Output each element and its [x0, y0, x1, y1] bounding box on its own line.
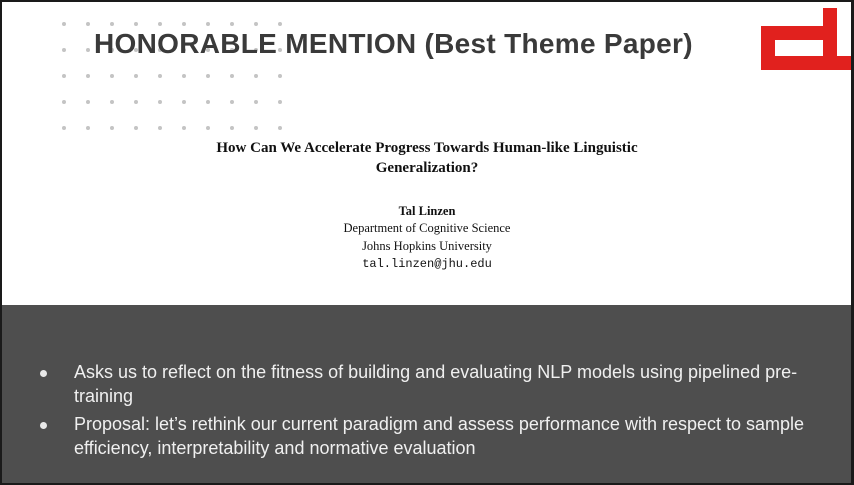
bullet-dot-icon	[40, 370, 47, 377]
bullet-item	[38, 360, 838, 408]
bullet-item	[38, 412, 838, 460]
grid-dot	[62, 22, 66, 26]
grid-dot	[62, 100, 66, 104]
grid-dot	[206, 126, 210, 130]
grid-dot	[158, 22, 162, 26]
bullet-panel	[2, 305, 851, 483]
grid-dot	[254, 126, 258, 130]
grid-dot	[182, 22, 186, 26]
grid-dot	[182, 74, 186, 78]
grid-dot	[110, 74, 114, 78]
paper-department: Department of Cognitive Science	[343, 221, 511, 235]
grid-dot	[134, 126, 138, 130]
paper-header	[152, 138, 702, 273]
grid-dot	[110, 100, 114, 104]
grid-dot	[86, 126, 90, 130]
grid-dot	[182, 100, 186, 104]
grid-dot	[206, 74, 210, 78]
grid-dot	[86, 100, 90, 104]
grid-dot	[86, 74, 90, 78]
grid-dot	[278, 100, 282, 104]
grid-dot	[254, 74, 258, 78]
bullet-dot-icon	[40, 422, 47, 429]
bullet-text: Asks us to reflect on the fitness of building and evaluating NLP models using pipelined pre-training	[74, 362, 798, 406]
grid-dot	[110, 126, 114, 130]
paper-author: Tal Linzen	[398, 204, 456, 218]
paper-email: tal.linzen@jhu.edu	[362, 257, 492, 271]
grid-dot	[86, 22, 90, 26]
grid-dot	[278, 22, 282, 26]
grid-dot	[110, 22, 114, 26]
grid-dot	[230, 126, 234, 130]
paper-title	[152, 138, 702, 178]
grid-dot	[230, 74, 234, 78]
grid-dot	[62, 126, 66, 130]
grid-dot	[254, 100, 258, 104]
grid-dot	[158, 74, 162, 78]
grid-dot	[134, 22, 138, 26]
paper-title-line-1: How Can We Accelerate Progress Towards Human-like Linguistic	[216, 140, 638, 156]
bullet-text: Proposal: let’s rethink our current paradigm and assess performance with respect to sample efficiency, interpretability and normative evaluation	[74, 414, 805, 458]
grid-dot	[206, 22, 210, 26]
red-bracket-logo-icon	[761, 6, 851, 70]
grid-dot	[158, 126, 162, 130]
grid-dot	[230, 22, 234, 26]
bullet-list	[38, 360, 838, 464]
paper-university: Johns Hopkins University	[362, 239, 492, 253]
grid-dot	[62, 74, 66, 78]
grid-dot	[62, 48, 66, 52]
grid-dot	[206, 100, 210, 104]
grid-dot	[134, 74, 138, 78]
slide	[2, 2, 851, 483]
grid-dot	[182, 126, 186, 130]
paper-title-line-2: Generalization?	[375, 160, 479, 176]
slide-title: HONORABLE MENTION (Best Theme Paper)	[94, 28, 693, 59]
grid-dot	[254, 22, 258, 26]
grid-dot	[134, 100, 138, 104]
grid-dot	[278, 74, 282, 78]
grid-dot	[230, 100, 234, 104]
grid-dot	[158, 100, 162, 104]
grid-dot	[278, 126, 282, 130]
grid-dot	[86, 48, 90, 52]
